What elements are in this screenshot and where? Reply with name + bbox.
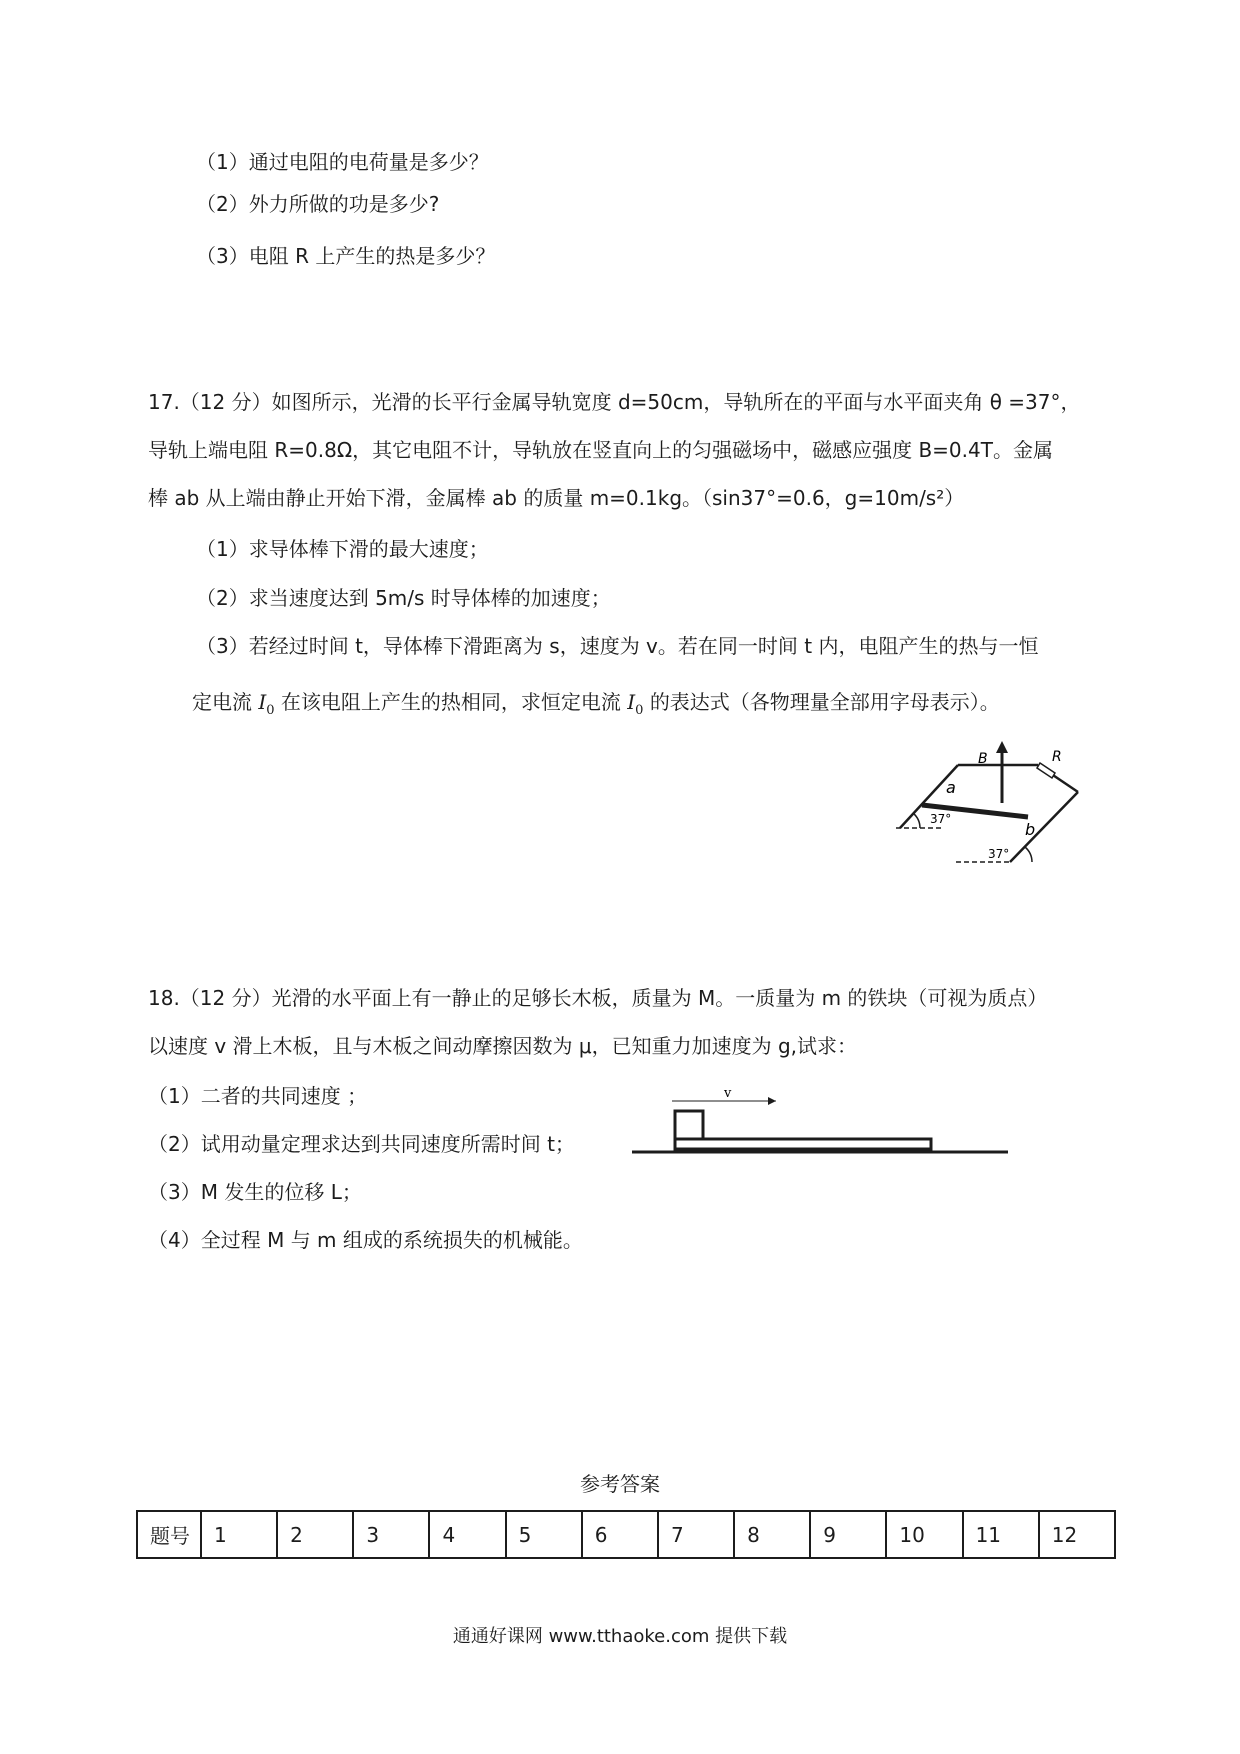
table-cell: 6 (582, 1511, 658, 1558)
table-cell: 1 (201, 1511, 277, 1558)
inclined-rails-figure (880, 735, 1100, 875)
label-a: a (946, 778, 956, 797)
q18-stem-line2: 以速度 v 滑上木板，且与木板之间动摩擦因数为 μ，已知重力加速度为 g,试求： (148, 1034, 858, 1058)
table-cell: 4 (429, 1511, 505, 1558)
table-cell: 5 (506, 1511, 582, 1558)
angle-label-2: 37° (988, 847, 1010, 861)
wooden-board (675, 1139, 931, 1149)
resistor (1037, 763, 1055, 778)
table-row (137, 1511, 1115, 1558)
label-b: b (1025, 820, 1036, 839)
table-cell: 3 (353, 1511, 429, 1558)
table-header-cell: 题号 (137, 1511, 201, 1558)
angle-arc-2 (1025, 847, 1032, 862)
q16-sub3: （3）电阻 R 上产生的热是多少？ (196, 244, 496, 268)
angle-label-1: 37° (930, 812, 952, 826)
q17-sub3: （3）若经过时间 t，导体棒下滑距离为 s，速度为 v。若在同一时间 t 内，电阻产生的热与一恒 (196, 634, 1039, 658)
q17-stem-line2: 导轨上端电阻 R=0.8Ω，其它电阻不计，导轨放在竖直向上的匀强磁场中，磁感应强度 B=0.4T。金属 (148, 438, 1053, 462)
angle-arc-1 (913, 813, 920, 828)
answers-title: 参考答案 (580, 1472, 660, 1496)
q17-sub2: （2）求当速度达到 5m/s 时导体棒的加速度； (196, 586, 611, 610)
q16-sub2: （2）外力所做的功是多少? (196, 192, 440, 216)
table-cell: 7 (658, 1511, 734, 1558)
q17-stem-line3: 棒 ab 从上端由静止开始下滑，金属棒 ab 的质量 m=0.1kg。（sin37°=0.6，g=10m/s²） (148, 486, 965, 510)
iron-block (675, 1111, 703, 1139)
q18-stem-line1: 18.（12 分）光滑的水平面上有一静止的足够长木板，质量为 M。一质量为 m 的铁块（可视为质点） (148, 986, 1048, 1010)
q17-sub3-continuation: 定电流 $I_0$ 在该电阻上产生的热相同，求恒定电流 $I_0$ 的表达式（各物理量全部用字母表示）。 (192, 690, 1000, 718)
arrow-head (996, 741, 1008, 753)
velocity-arrow-head (768, 1097, 776, 1105)
right-rail (1010, 792, 1078, 862)
table-cell: 8 (734, 1511, 810, 1558)
velocity-label: v (724, 1086, 732, 1101)
q17-stem-line1: 17.（12 分）如图所示，光滑的长平行金属导轨宽度 d=50cm，导轨所在的平面与水平面夹角 θ =37°， (148, 390, 1081, 414)
q18-sub3: （3）M 发生的位移 L； (148, 1180, 362, 1204)
table-cell: 11 (963, 1511, 1039, 1558)
q18-sub2: （2）试用动量定理求达到共同速度所需时间 t； (148, 1132, 575, 1156)
table-cell: 10 (886, 1511, 962, 1558)
q16-sub1: （1）通过电阻的电荷量是多少？ (196, 150, 489, 174)
q17-sub1: （1）求导体棒下滑的最大速度； (196, 537, 489, 561)
table-cell: 9 (810, 1511, 886, 1558)
block-board-figure (630, 1085, 1010, 1165)
answer-table (136, 1510, 1116, 1559)
page-footer: 通通好课网 www.tthaoke.com 提供下载 (452, 1626, 788, 1647)
current-symbol: $I_0$ (627, 690, 644, 718)
q18-sub4: （4）全过程 M 与 m 组成的系统损失的机械能。 (148, 1228, 583, 1252)
current-symbol: $I_0$ (258, 690, 275, 718)
table-cell: 12 (1039, 1511, 1115, 1558)
table-cell: 2 (277, 1511, 353, 1558)
label-R: R (1052, 749, 1062, 765)
q18-sub1: （1）二者的共同速度 ； (148, 1084, 368, 1108)
label-B: B (978, 751, 988, 767)
